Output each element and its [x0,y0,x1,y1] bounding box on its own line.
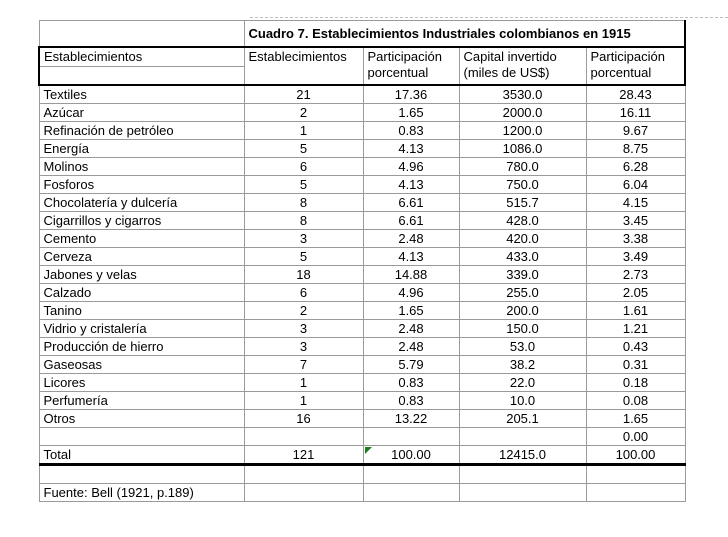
total-participacion-capital-cell: 100.00 [586,446,685,465]
total-row [39,446,685,465]
value-cell: 8.75 [586,140,685,158]
value-cell [363,428,459,446]
value-cell: 1086.0 [459,140,586,158]
value-cell: 5 [244,140,363,158]
value-cell: 0.31 [586,356,685,374]
row-label-cell: Cigarrillos y cigarros [39,212,244,230]
value-cell: 17.36 [363,85,459,104]
header-line2: (miles de US$) [463,65,550,80]
value-cell: 7 [244,356,363,374]
total-participacion-value: 100.00 [391,446,431,462]
table-row [39,176,685,194]
table-row [39,212,685,230]
column-header-capital-invertido [459,47,586,85]
value-cell: 4.96 [363,158,459,176]
value-cell: 6 [244,284,363,302]
value-cell: 6.61 [363,212,459,230]
value-cell: 0.00 [586,428,685,446]
row-label-cell: Cerveza [39,248,244,266]
row-label-cell: Refinación de petróleo [39,122,244,140]
value-cell: 38.2 [459,356,586,374]
table-row [39,194,685,212]
value-cell: 5 [244,176,363,194]
total-label-cell: Total [39,446,244,465]
value-cell: 255.0 [459,284,586,302]
table-row [39,374,685,392]
value-cell: 10.0 [459,392,586,410]
value-cell: 21 [244,85,363,104]
footer-empty-row [39,465,685,484]
value-cell: 2.05 [586,284,685,302]
table-row [39,248,685,266]
total-participacion-cell [363,446,459,465]
value-cell: 0.83 [363,122,459,140]
header-line1: Participación [590,49,665,64]
empty-cell [244,484,363,502]
value-cell: 5.79 [363,356,459,374]
source-note-row [39,484,685,502]
table-row [39,302,685,320]
value-cell: 0.83 [363,374,459,392]
value-cell: 4.13 [363,176,459,194]
value-cell: 3530.0 [459,85,586,104]
value-cell: 8 [244,212,363,230]
excel-error-indicator-icon [365,447,372,454]
row-label-cell: Textiles [39,85,244,104]
value-cell: 4.13 [363,248,459,266]
value-cell: 3 [244,338,363,356]
row-label-cell [39,428,244,446]
source-note: Fuente: Bell (1921, p.189) [39,484,244,502]
value-cell: 2 [244,104,363,122]
value-cell: 8 [244,194,363,212]
value-cell: 4.15 [586,194,685,212]
page-break-dashed-line [250,17,728,18]
value-cell: 1200.0 [459,122,586,140]
total-capital-cell: 12415.0 [459,446,586,465]
row-label-cell: Cemento [39,230,244,248]
value-cell: 3 [244,230,363,248]
value-cell [244,428,363,446]
value-cell: 6.61 [363,194,459,212]
value-cell: 3.45 [586,212,685,230]
value-cell: 28.43 [586,85,685,104]
value-cell: 515.7 [459,194,586,212]
table-row [39,392,685,410]
cuadro7-table [38,20,686,502]
value-cell: 3 [244,320,363,338]
table-row [39,230,685,248]
table-row [39,266,685,284]
header-line1: Capital invertido [463,49,557,64]
header-row [39,47,685,67]
table-row [39,410,685,428]
value-cell: 750.0 [459,176,586,194]
column-header-participacion-2 [586,47,685,85]
value-cell: 1 [244,122,363,140]
value-cell: 1.61 [586,302,685,320]
value-cell: 6.04 [586,176,685,194]
value-cell: 2.73 [586,266,685,284]
value-cell: 428.0 [459,212,586,230]
value-cell: 6.28 [586,158,685,176]
table-row [39,122,685,140]
row-label-cell: Perfumería [39,392,244,410]
header-line1: Establecimientos [248,49,347,64]
value-cell: 9.67 [586,122,685,140]
row-label-cell: Tanino [39,302,244,320]
empty-cell [363,484,459,502]
table-title: Cuadro 7. Establecimientos Industriales colombianos en 1915 [244,21,685,48]
value-cell: 1.21 [586,320,685,338]
table-row [39,284,685,302]
value-cell: 6 [244,158,363,176]
table-row [39,140,685,158]
table-row [39,158,685,176]
value-cell: 205.1 [459,410,586,428]
empty-corner-cell [39,21,244,48]
empty-cell [244,465,363,484]
empty-cell [363,465,459,484]
row-label-cell: Vidrio y cristalería [39,320,244,338]
value-cell: 18 [244,266,363,284]
empty-cell [39,465,244,484]
table-row [39,356,685,374]
row-label-cell: Producción de hierro [39,338,244,356]
table-row [39,85,685,104]
value-cell: 2.48 [363,230,459,248]
value-cell: 53.0 [459,338,586,356]
column-header-establecimientos-label: Establecimientos [39,47,244,67]
row-label-cell: Calzado [39,284,244,302]
value-cell: 420.0 [459,230,586,248]
row-label-cell: Molinos [39,158,244,176]
empty-header-cell [39,67,244,86]
value-cell: 433.0 [459,248,586,266]
row-label-cell: Chocolatería y dulcería [39,194,244,212]
value-cell [459,428,586,446]
value-cell: 4.96 [363,284,459,302]
row-label-cell: Otros [39,410,244,428]
value-cell: 16.11 [586,104,685,122]
value-cell: 2 [244,302,363,320]
value-cell: 2.48 [363,338,459,356]
value-cell: 780.0 [459,158,586,176]
total-establecimientos-cell: 121 [244,446,363,465]
empty-cell [459,484,586,502]
row-label-cell: Fosforos [39,176,244,194]
value-cell: 1.65 [363,104,459,122]
value-cell: 4.13 [363,140,459,158]
empty-cell [459,465,586,484]
value-cell: 22.0 [459,374,586,392]
column-header-establecimientos-count [244,47,363,85]
value-cell: 200.0 [459,302,586,320]
column-header-participacion-1 [363,47,459,85]
value-cell: 0.83 [363,392,459,410]
value-cell: 16 [244,410,363,428]
value-cell: 13.22 [363,410,459,428]
table-row [39,104,685,122]
row-label-cell: Licores [39,374,244,392]
value-cell: 1.65 [586,410,685,428]
value-cell: 2.48 [363,320,459,338]
empty-cell [586,484,685,502]
value-cell: 0.08 [586,392,685,410]
table-row [39,338,685,356]
row-label-cell: Jabones y velas [39,266,244,284]
row-label-cell: Azúcar [39,104,244,122]
value-cell: 14.88 [363,266,459,284]
value-cell: 339.0 [459,266,586,284]
title-row [39,21,685,48]
empty-cell [586,465,685,484]
row-label-cell: Gaseosas [39,356,244,374]
value-cell: 1.65 [363,302,459,320]
value-cell: 1 [244,374,363,392]
value-cell: 150.0 [459,320,586,338]
value-cell: 2000.0 [459,104,586,122]
header-line1: Participación [367,49,442,64]
value-cell: 0.18 [586,374,685,392]
value-cell: 3.38 [586,230,685,248]
value-cell: 3.49 [586,248,685,266]
row-label-cell: Energía [39,140,244,158]
value-cell: 5 [244,248,363,266]
table-row [39,428,685,446]
header-line2: porcentual [590,65,652,80]
value-cell: 1 [244,392,363,410]
value-cell: 0.43 [586,338,685,356]
table-row [39,320,685,338]
header-line2: porcentual [367,65,429,80]
